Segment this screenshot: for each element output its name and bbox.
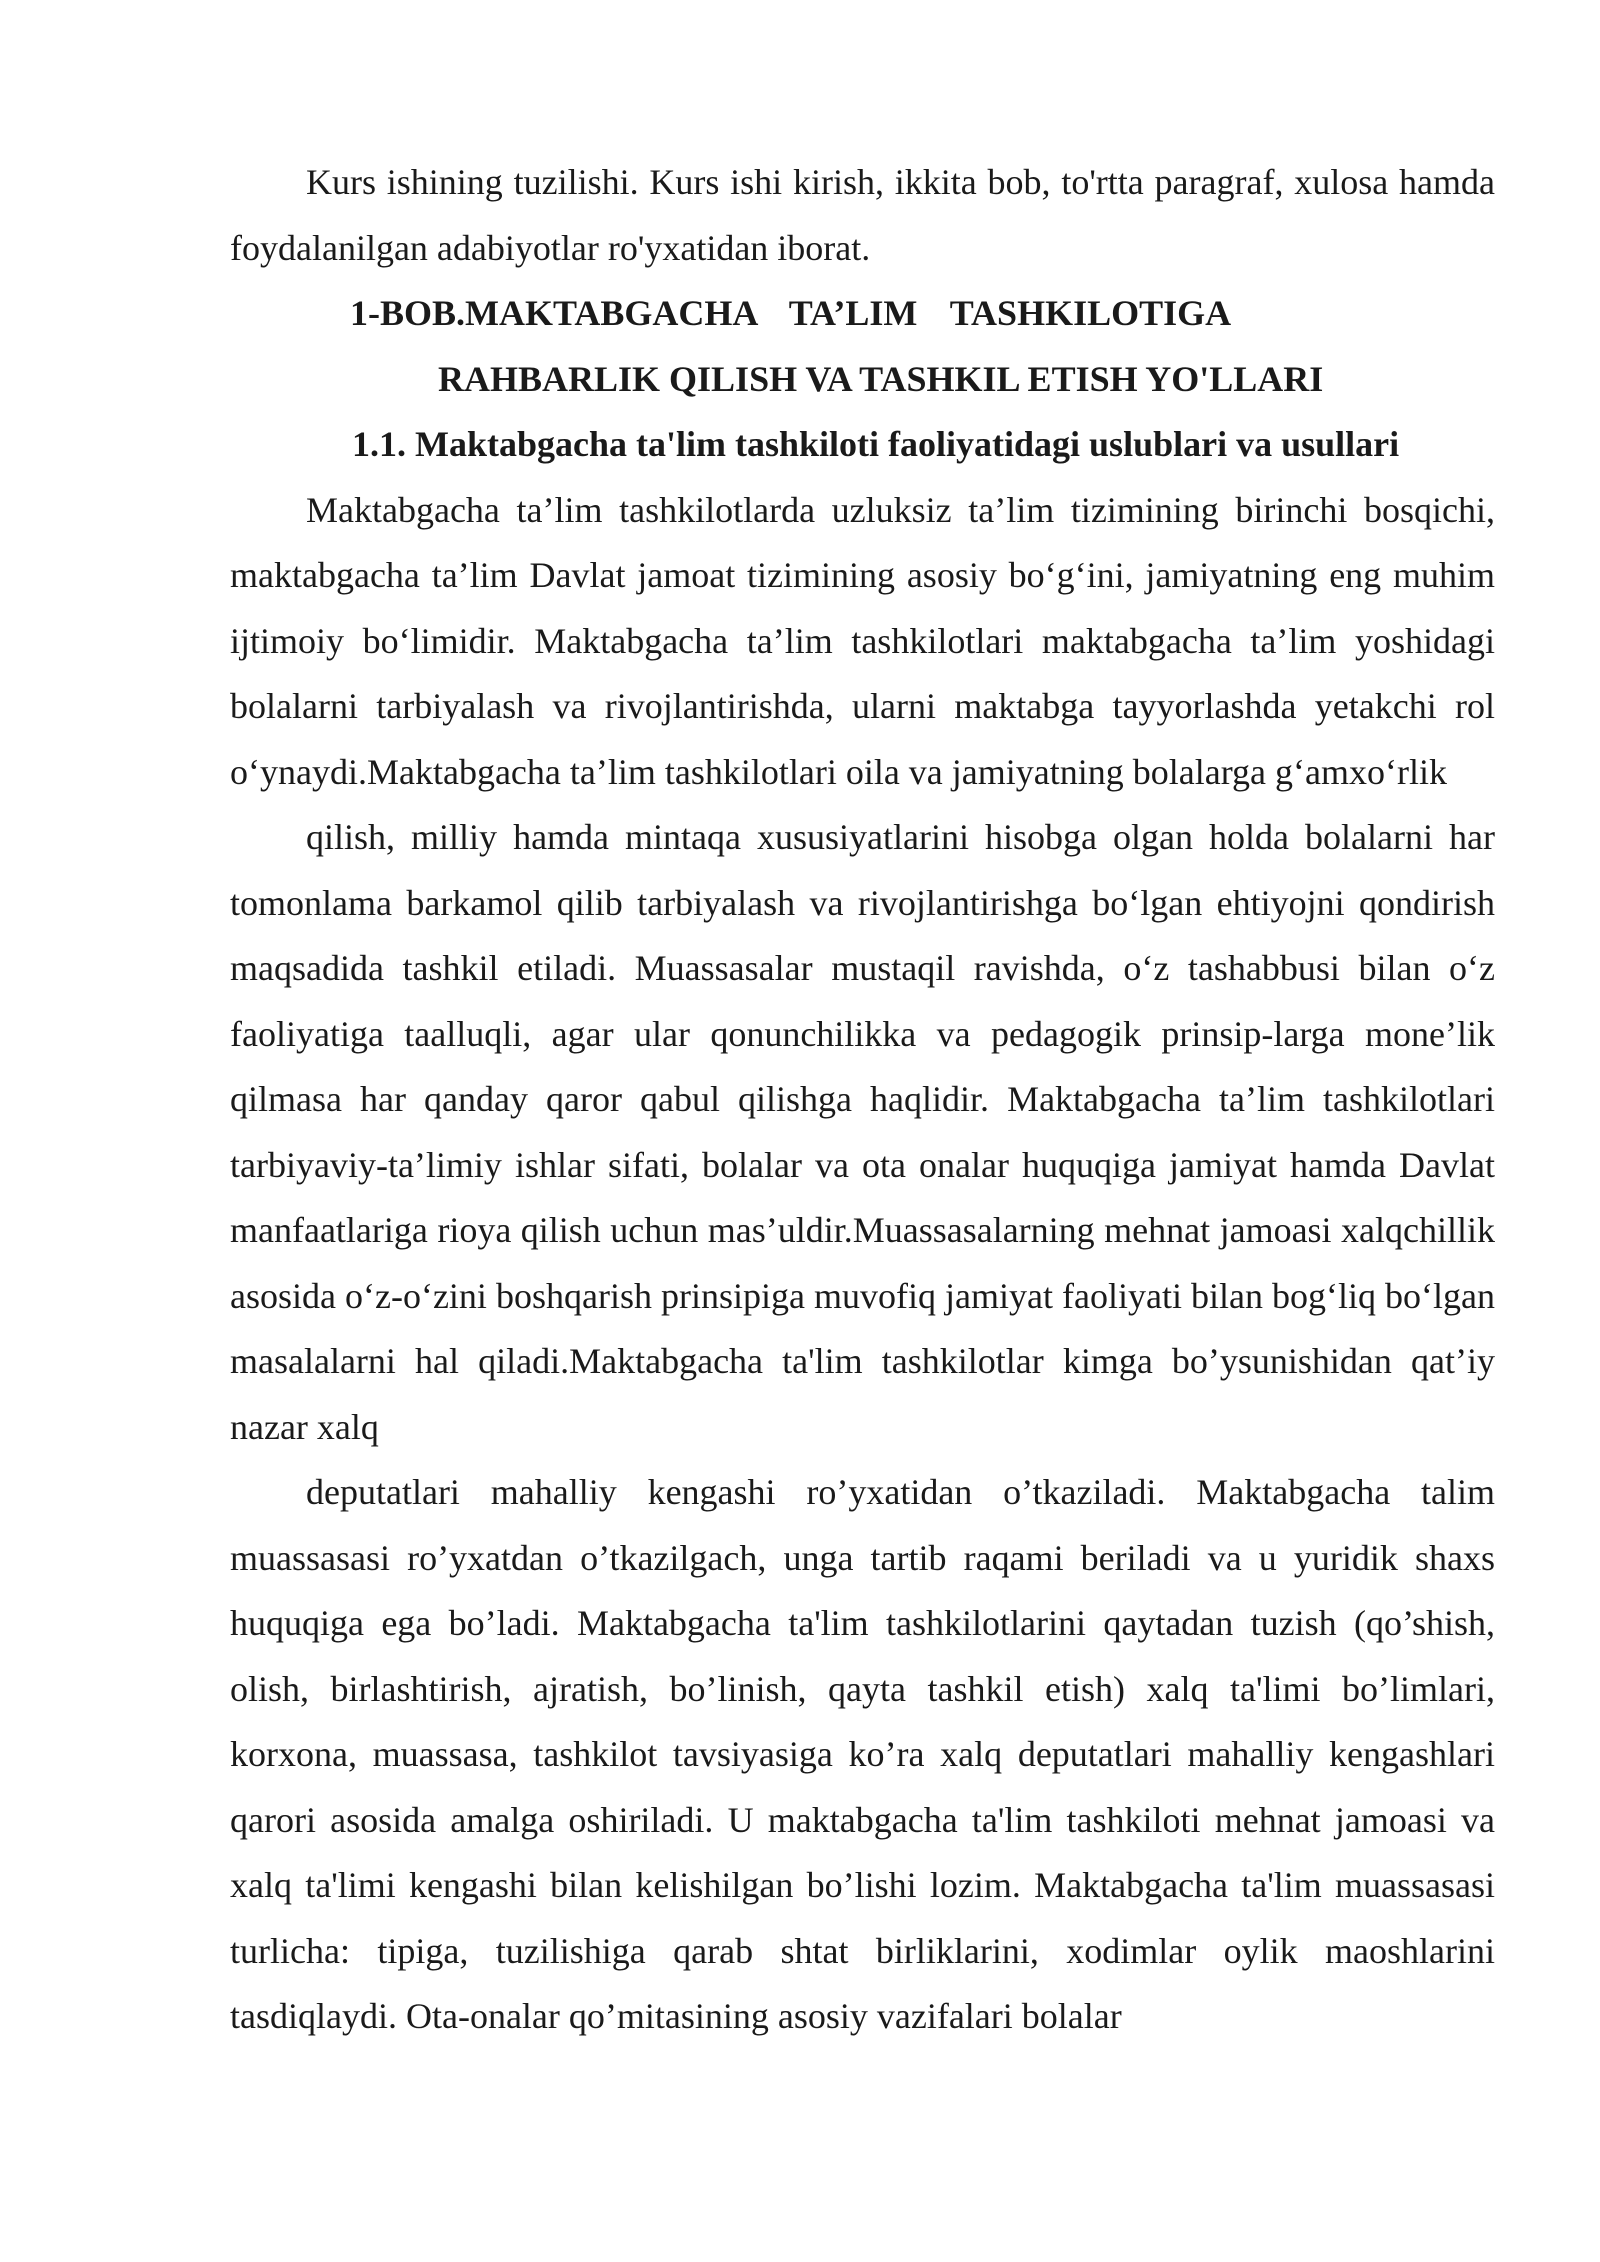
section-title: 1.1. Maktabgacha ta'lim tashkiloti faoliyatidagi uslublari va usullari (352, 424, 1400, 464)
chapter-title-line-2: RAHBARLIK QILISH VA TASHKIL ETISH YO'LLARI (438, 358, 1324, 399)
body-paragraph-1: Maktabgacha ta’lim tashkilotlarda uzluksiz ta’lim tizimining birinchi bosqichi, maktabgacha ta’lim Davlat jamoat tizimining asosiy bo‘g‘ini, jamiyatning eng muhim ijtimoiy bo‘limidir. Maktabgacha ta’lim tashkilotlari maktabgacha ta’lim yoshidagi bolalarni tarbiyalash va rivojlantirishda, ularni maktabga tayyorlashda yetakchi rol o‘ynaydi.Maktabgacha ta’lim tashkilotlari oila va jamiyatning bolalarga g‘amxo‘rlik (230, 489, 1495, 792)
body-paragraph-2: qilish, milliy hamda mintaqa xususiyatlarini hisobga olgan holda bolalarni har tomonlama barkamol qilib tarbiyalash va rivojlantirishga bo‘lgan ehtiyojni qondirish maqsadida tashkil etiladi. Muassasalar mustaqil ravishda, o‘z tashabbusi bilan o‘z faoliyatiga taalluqli, agar ular qonunchilikka va pedagogik prinsip-larga mone’lik qilmasa har qanday qaror qabul qilishga haqlidir. Maktabgacha ta’lim tashkilotlari tarbiyaviy-ta’limiy ishlar sifati, bolalar va ota onalar huquqiga jamiyat hamda Davlat manfaatlariga rioya qilish uchun mas’uldir.Muassasalarning mehnat jamoasi xalqchillik asosida o‘z-o‘zini boshqarish prinsipiga muvofiq jamiyat faoliyati bilan bog‘liq bo‘lgan masalalarni hal qiladi.Maktabgacha ta'lim tashkilotlar kimga bo’ysunishidan qat’iy nazar xalq (230, 817, 1495, 1447)
document-body (230, 150, 1495, 2050)
intro-paragraph: Kurs ishining tuzilishi. Kurs ishi kirish, ikkita bob, to'rtta paragraf, xulosa hamda foydalanilgan adabiyotlar ro'yxatidan iborat. (230, 162, 1495, 268)
body-paragraph-3: deputatlari mahalliy kengashi ro’yxatidan o’tkaziladi. Maktabgacha talim muassasasi ro’yxatdan o’tkazilgach, unga tartib raqami beriladi va u yuridik shaxs huquqiga ega bo’ladi. Maktabgacha ta'lim tashkilotlarini qaytadan tuzish (qo’shish, olish, birlashtirish, ajratish, bo’linish, qayta tashkil etish) xalq ta'limi bo’limlari, korxona, muassasa, tashkilot tavsiyasiga ko’ra xalq deputatlari mahalliy kengashlari qarori asosida amalga oshiriladi. U maktabgacha ta'lim tashkiloti mehnat jamoasi va xalq ta'limi kengashi bilan kelishilgan bo’lishi lozim. Maktabgacha ta'lim muassasasi turlicha: tipiga, tuzilishiga qarab shtat birliklarini, xodimlar oylik maoshlarini tasdiqlaydi. Ota-onalar qo’mitasining asosiy vazifalari bolalar (230, 1472, 1495, 2036)
chapter-title-line-1: 1-BOB.MAKTABGACHA TA’LIM TASHKILOTIGA (350, 293, 1232, 333)
